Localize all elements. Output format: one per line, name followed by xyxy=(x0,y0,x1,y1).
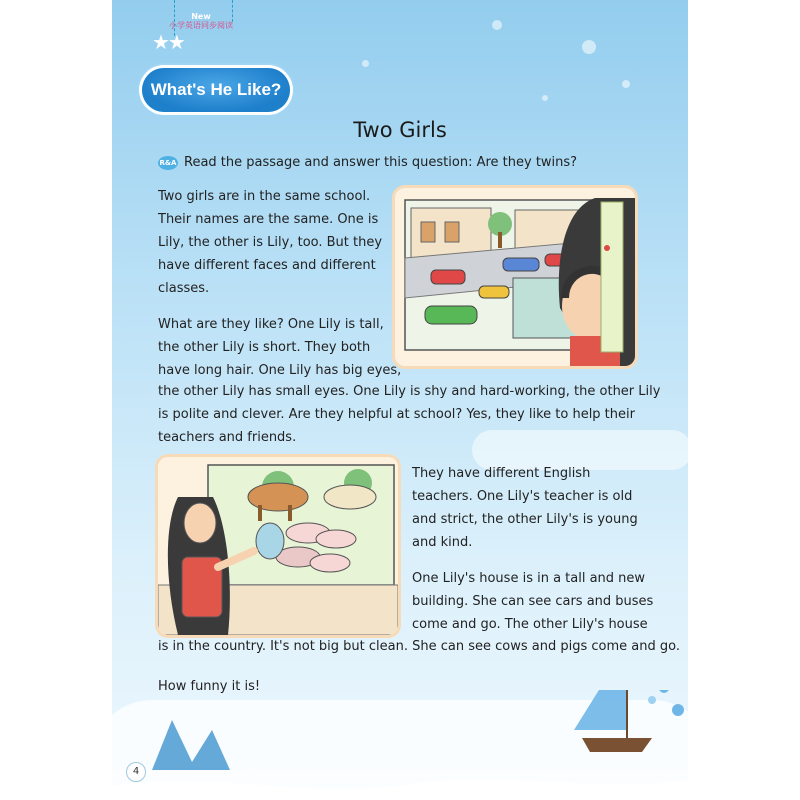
text-line: is polite and clever. Are they helpful at school? Yes, they like to help their xyxy=(158,407,635,422)
paragraph-2-bottom xyxy=(158,380,660,449)
bubble-decoration xyxy=(542,95,548,101)
paragraph-4-top xyxy=(412,567,653,636)
bubble-decoration xyxy=(492,20,502,30)
text-line: have long hair. One Lily has big eyes, xyxy=(158,363,402,378)
sea-decoration xyxy=(112,690,688,800)
stars-icon: ★★ xyxy=(152,30,184,54)
text-line: What are they like? One Lily is tall, xyxy=(158,317,384,332)
text-line: Their names are the same. One is xyxy=(158,212,379,227)
unit-title: What's He Like? xyxy=(150,80,282,99)
farm-animals-illustration xyxy=(158,457,398,635)
bubble-decoration xyxy=(622,80,630,88)
series-name: 小学英语同步阅读 xyxy=(169,21,233,30)
instruction-row xyxy=(158,155,577,170)
text-line: and kind. xyxy=(412,535,473,550)
page xyxy=(112,0,688,800)
bubble-decoration xyxy=(362,60,369,67)
farm-animals-drawing xyxy=(158,457,398,635)
text-line: teachers and friends. xyxy=(158,430,297,445)
instruction-text: Read the passage and answer this question: Are they twins? xyxy=(184,155,578,170)
text-line: building. She can see cars and buses xyxy=(412,594,654,609)
read-answer-icon: R&A xyxy=(158,156,178,170)
series-new-label: New xyxy=(191,12,211,21)
text-line: One Lily's house is in a tall and new xyxy=(412,571,646,586)
text-line: Two girls are in the same school. xyxy=(158,189,371,204)
text-line: teachers. One Lily's teacher is old xyxy=(412,489,633,504)
city-street-drawing xyxy=(395,188,635,366)
text-line: come and go. The other Lily's house xyxy=(412,617,648,632)
unit-badge xyxy=(142,68,290,112)
text-line: and strict, the other Lily's is young xyxy=(412,512,638,527)
text-line: is in the country. It's not big but clean. She can see cows and pigs come and go. xyxy=(158,639,680,654)
story-title: Two Girls xyxy=(353,118,447,142)
page-number: 4 xyxy=(126,762,146,782)
paragraph-2-top xyxy=(158,313,401,382)
paragraph-1 xyxy=(158,185,382,300)
paragraph-4-bottom xyxy=(158,635,680,658)
text-line: Lily, the other is Lily, too. But they xyxy=(158,235,383,250)
series-tag xyxy=(166,12,236,30)
text-line: have different faces and different xyxy=(158,258,376,273)
bubble-decoration xyxy=(582,40,596,54)
city-street-illustration xyxy=(395,188,635,366)
text-line: the other Lily has small eyes. One Lily is shy and hard-working, the other Lily xyxy=(158,384,661,399)
paragraph-3 xyxy=(412,462,638,554)
text-line: They have different English xyxy=(412,466,591,481)
text-line: classes. xyxy=(158,281,210,296)
closing-line: How funny it is! xyxy=(158,679,261,694)
text-line: the other Lily is short. They both xyxy=(158,340,371,355)
